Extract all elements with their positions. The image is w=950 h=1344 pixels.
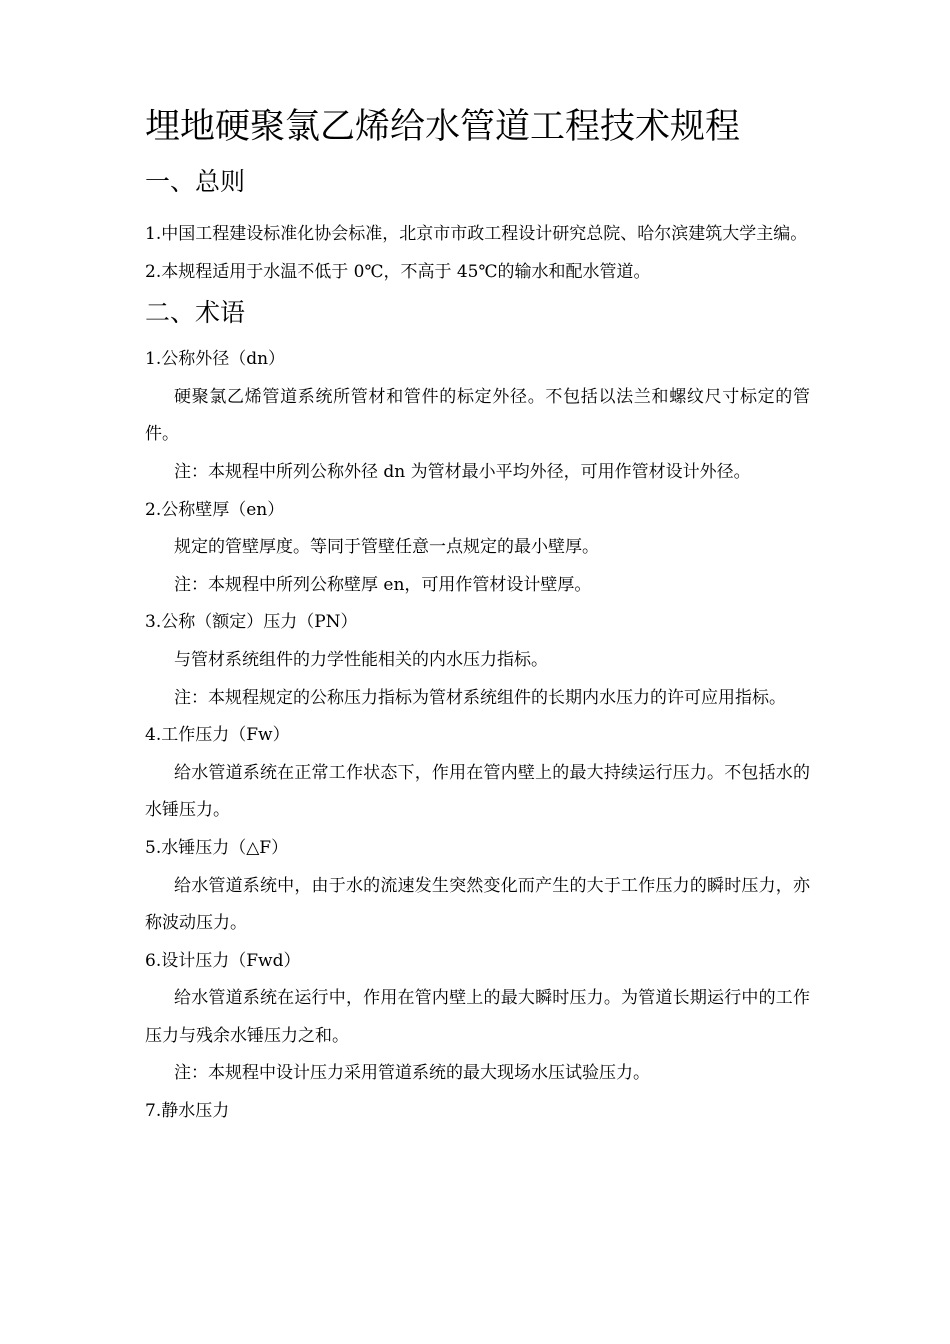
section-heading-terms: 二、术语 bbox=[145, 298, 246, 328]
term-definition-nominal-outside-diameter: 硬聚氯乙烯管道系统所管材和管件的标定外径。不包括以法兰和螺纹尺寸标定的管件。 bbox=[145, 386, 810, 445]
term-label-nominal-outside-diameter: 1.公称外径（dn） bbox=[145, 349, 286, 370]
term-label-nominal-wall-thickness: 2.公称壁厚（en） bbox=[145, 499, 285, 520]
general-paragraph-2: 2.本规程适用于水温不低于 0℃，不高于 45℃的输水和配水管道。 bbox=[145, 261, 651, 282]
document-page bbox=[145, 96, 810, 1131]
section-heading-general: 一、总则 bbox=[145, 167, 246, 196]
general-provisions bbox=[145, 216, 810, 291]
term-definition-nominal-wall-thickness: 规定的管壁厚度。等同于管壁任意一点规定的最小壁厚。 bbox=[174, 537, 599, 558]
term-label-static-water-pressure: 7.静水压力 bbox=[145, 1101, 230, 1122]
term-label-water-hammer-pressure: 5.水锤压力（△F） bbox=[145, 837, 289, 858]
term-note-nominal-pressure: 注：本规程规定的公称压力指标为管材系统组件的长期内水压力的许可应用指标。 bbox=[174, 687, 786, 708]
term-note-design-pressure: 注：本规程中设计压力采用管道系统的最大现场水压试验压力。 bbox=[174, 1063, 650, 1084]
general-paragraph-1: 1.中国工程建设标准化协会标准，北京市市政工程设计研究总院、哈尔滨建筑大学主编。 bbox=[145, 224, 808, 244]
term-note-nominal-wall-thickness: 注：本规程中所列公称壁厚 en，可用作管材设计壁厚。 bbox=[174, 574, 592, 595]
term-definition-water-hammer-pressure: 给水管道系统中，由于水的流速发生突然变化而产生的大于工作压力的瞬时压力，亦称波动压力。 bbox=[145, 875, 810, 934]
term-definition-design-pressure: 给水管道系统在运行中，作用在管内壁上的最大瞬时压力。为管道长期运行中的工作压力与残余水锤压力之和。 bbox=[145, 988, 810, 1046]
term-definition-working-pressure: 给水管道系统在正常工作状态下，作用在管内壁上的最大持续运行压力。不包括水的水锤压力。 bbox=[145, 762, 810, 821]
term-definition-nominal-pressure: 与管材系统组件的力学性能相关的内水压力指标。 bbox=[174, 649, 548, 670]
term-label-design-pressure: 6.设计压力（Fwd） bbox=[145, 950, 301, 971]
document-title: 埋地硬聚氯乙烯给水管道工程技术规程 bbox=[145, 107, 741, 147]
term-label-working-pressure: 4.工作压力（Fw） bbox=[145, 725, 290, 746]
term-label-nominal-pressure: 3.公称（额定）压力（PN） bbox=[145, 612, 358, 633]
term-note-nominal-outside-diameter: 注：本规程中所列公称外径 dn 为管材最小平均外径，可用作管材设计外径。 bbox=[174, 461, 751, 482]
terms-list bbox=[145, 341, 810, 1130]
